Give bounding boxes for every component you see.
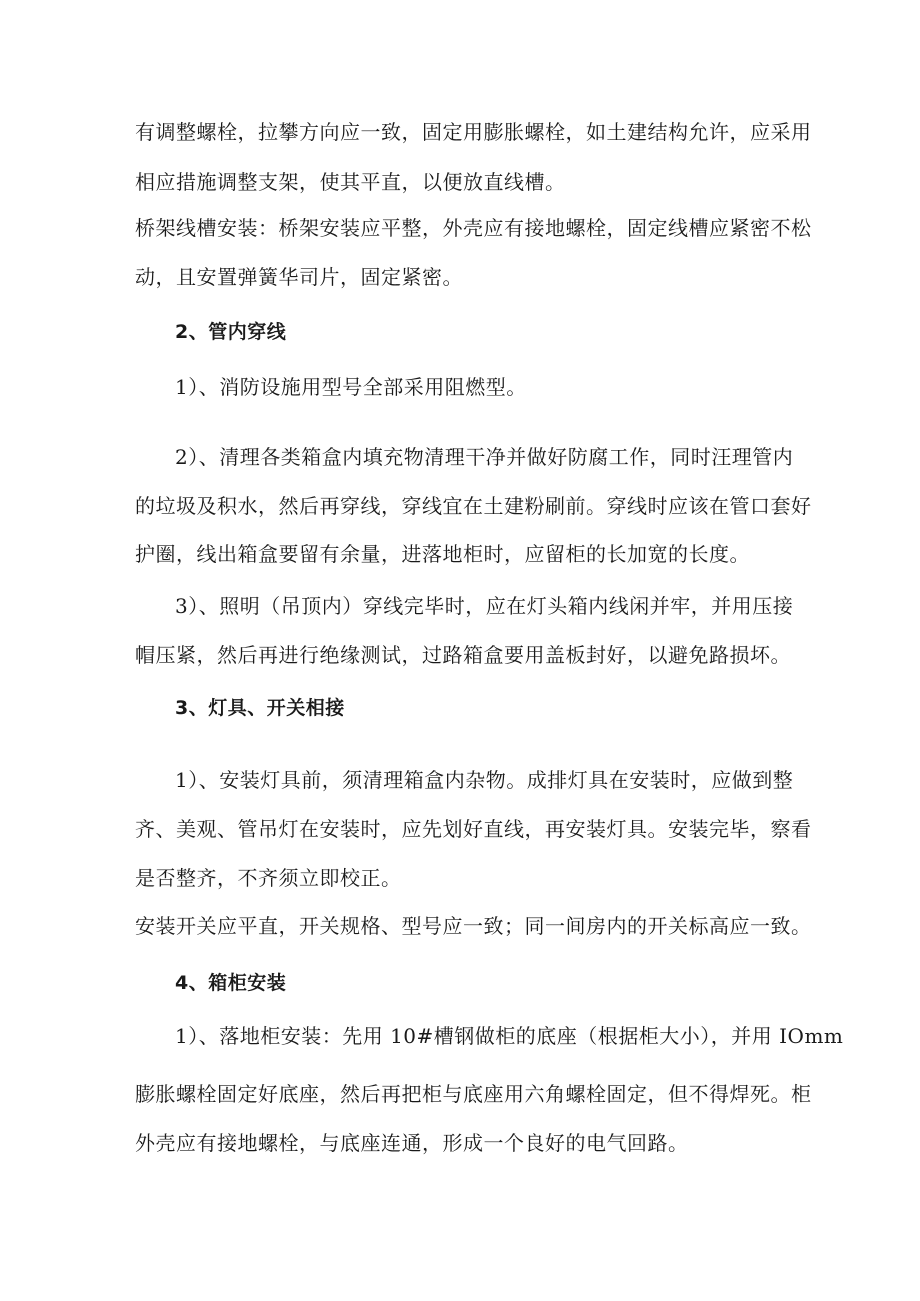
section-heading: 4、箱柜安装 — [175, 972, 287, 994]
paragraph-line: 外壳应有接地螺栓，与底座连通，形成一个良好的电气回路。 — [135, 1131, 689, 1155]
paragraph-line: 护圈，线出箱盒要留有余量，进落地柜时，应留柜的长加宽的长度。 — [135, 542, 750, 566]
paragraph-line: 相应措施调整支架，使其平直，以便放直线槽。 — [135, 170, 566, 194]
paragraph-line: 桥架线槽安装：桥架安装应平整，外壳应有接地螺栓，固定线槽应紧密不松 — [135, 216, 812, 240]
paragraph-line: 帽压紧，然后再进行绝缘测试，过路箱盒要用盖板封好，以避免路损坏。 — [135, 643, 791, 667]
paragraph-line: 的垃圾及积水，然后再穿线，穿线宜在土建粉刷前。穿线时应该在管口套好 — [135, 494, 812, 518]
paragraph-line: 1）、消防设施用型号全部采用阻燃型。 — [175, 375, 527, 399]
paragraph-line: 2）、清理各类箱盒内填充物清理干净并做好防腐工作，同时汪理管内 — [175, 445, 794, 469]
paragraph-line: 1）、落地柜安装：先用 10#槽钢做柜的底座（根据柜大小），并用 IOmm — [175, 1024, 844, 1048]
section-heading: 2、管内穿线 — [175, 321, 287, 343]
paragraph-line: 有调整螺栓，拉攀方向应一致，固定用膨胀螺栓，如土建结构允许，应采用 — [135, 120, 812, 144]
paragraph-line: 膨胀螺栓固定好底座，然后再把柜与底座用六角螺栓固定，但不得焊死。柜 — [135, 1082, 812, 1106]
paragraph-line: 3）、照明（吊顶内）穿线完毕时，应在灯头箱内线闲并牢，并用压接 — [175, 594, 794, 618]
paragraph-line: 齐、美观、管吊灯在安装时，应先划好直线，再安装灯具。安装完毕，察看 — [135, 817, 812, 841]
paragraph-line: 1）、安装灯具前，须清理箱盒内杂物。成排灯具在安装时，应做到整 — [175, 768, 794, 792]
section-heading: 3、灯具、开关相接 — [175, 697, 345, 719]
paragraph-line: 是否整齐，不齐须立即校正。 — [135, 866, 402, 890]
paragraph-line: 安装开关应平直，开关规格、型号应一致；同一间房内的开关标高应一致。 — [135, 914, 812, 938]
paragraph-line: 动，且安置弹簧华司片，固定紧密。 — [135, 265, 463, 289]
